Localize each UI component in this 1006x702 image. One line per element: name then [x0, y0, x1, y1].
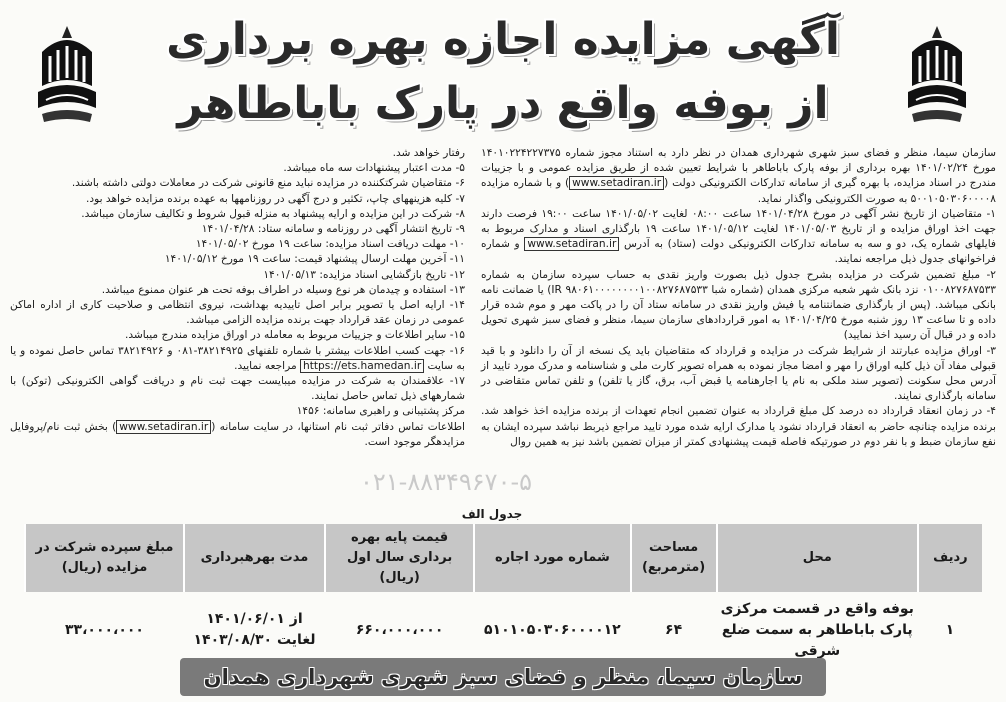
- item-9: ۹- تاریخ انتشار آگهی در روزنامه و سامانه ستاد: ۱۴۰۱/۰۴/۲۸: [201, 223, 465, 236]
- col-header-row-number: ردیف: [918, 524, 982, 592]
- item-3: ۳- اوراق مزایده عبارتند از شرایط شرکت در مزایده و قرارداد که متقاضیان باید یک نسخه از آن را دانلود و با قید قبولی مفاد آن ذیل کلیه اوراق را مهر و امضا مجاز نموده به همراه تصویر کارت ملی و شناسنامه و مدرک مورد تایید از آدرس محل سکونت (تصویر سند ملکی به نام یا اجارهنامه یا قبض آب، برق، گاز یا تلفن) و تلفن تماس متقاضی در سامانه بارگذاری نمایند.: [481, 344, 996, 403]
- hamedan-municipality-emblem-icon: [898, 22, 976, 130]
- title-line-2: از بوفه واقع در پارک باباطاهر: [177, 78, 829, 129]
- notice-title: [150, 8, 856, 136]
- item-13: ۱۳- استفاده و چیدمان هر نوع وسیله در اطراف بوفه تحت هر عنوان ممنوع میباشد.: [101, 283, 465, 296]
- item-11: ۱۱- آخرین مهلت ارسال پیشنهاد قیمت: ساعت ۱۹ مورخ ۱۴۰۱/۰۵/۱۲: [164, 253, 465, 266]
- col-header-period: مدت بهرهبرداری: [184, 524, 325, 592]
- cell-period: از ۱۴۰۱/۰۶/۰۱ لغایت ۱۴۰۳/۰۸/۳۰: [193, 611, 316, 648]
- cell-area: ۶۴: [665, 621, 683, 638]
- phone-watermark: ۰۲۱-۸۸۳۴۹۶۷۰-۵: [360, 468, 533, 496]
- col-header-location: محل: [717, 524, 918, 592]
- auction-table: [24, 524, 982, 668]
- col-header-area: مساحت (مترمربع): [631, 524, 717, 592]
- item-17: ۱۷- علاقمندان به شرکت در مزایده میبایست جهت ثبت نام و دریافت گواهی الکترونیکی (توکن) با شمارههای ذیل تماس حاصل نمایند.: [10, 375, 465, 403]
- notice-body: [10, 146, 996, 502]
- body-right-column: [481, 146, 996, 450]
- cell-deposit: ۳۳،۰۰۰،۰۰۰: [64, 621, 144, 638]
- setadiran-link[interactable]: www.setadiran.ir: [524, 237, 619, 251]
- col-header-deposit: مبلغ سپرده شرکت در مزایده (ریال): [25, 524, 184, 592]
- setadiran-link[interactable]: www.setadiran.ir: [116, 420, 211, 434]
- table-header-row: [25, 524, 982, 592]
- continuation-text: رفتار خواهد شد.: [392, 147, 465, 159]
- body-left-column: [10, 146, 465, 450]
- registration-info: اطلاعات تماس دفاتر ثبت نام استانها، در سایت سامانه (www.setadiran.ir) بخش ثبت نام/پروفایل مزایدهگر موجود است.: [10, 420, 465, 448]
- item-6: ۶- متقاضیان شرکتکننده در مزایده نباید منع قانونی شرکت در معاملات دولتی داشته باشند.: [71, 177, 465, 190]
- intro-paragraph: سازمان سیما، منظر و فضای سبز شهری شهرداری همدان در نظر دارد به استناد مجوز شماره ۱۴۰۱۰۲۲۴۲۲۷۳۷۵ مورخ ۱۴۰۱/۰۲/۲۴ بهره برداری از بوفه پارک باباطاهر با شرایط تعیین شده از طریق مزایده عمومی و با جزییات مندرج در اسناد مزایده، با بهره گیری از سامانه تدارکات الکترونیکی دولت (www.setadiran.ir) و با شماره مزایده ۵۰۰۱۰۵۰۳۰۶۰۰۰۰۸ به صورت الکترونیکی واگذار نماید.: [481, 147, 997, 205]
- table-row: [25, 592, 982, 668]
- footer-banner: [180, 658, 826, 696]
- support-center: مرکز پشتیبانی و راهبری سامانه: ۱۴۵۶: [296, 405, 465, 418]
- item-5: ۵- مدت اعتبار پیشنهادات سه ماه میباشد.: [283, 162, 465, 175]
- item-16: ۱۶- جهت کسب اطلاعات بیشتر با شماره تلفنهای ۳۸۲۱۴۹۲۵-۰۸۱ و ۳۸۲۱۴۹۲۶ تماس حاصل نموده و یا به سایت https://ets.hamedan.ir مراجعه نمایید.: [10, 344, 465, 372]
- item-1: ۱- متقاضیان از تاریخ نشر آگهی در مورخ ۱۴۰۱/۰۴/۲۸ ساعت ۰۸:۰۰ لغایت ۱۴۰۱/۰۵/۰۲ ساعت ۱۹:۰۰ فرصت دارند جهت اخذ اوراق مزایده و از تاریخ ۱۴۰۱/۰۵/۰۳ لغایت ۱۴۰۱/۰۵/۱۲ ساعت ۱۹ بارگذاری اسناد و مدارک مربوط به فایلهای شماره یک، دو و سه به سامانه تدارکات الکترونیکی دولت (ستاد) به آدرس www.setadiran.ir و شماره فراخوانهای جدول ذیل مراجعه نمایند.: [481, 207, 996, 266]
- item-8: ۸- شرکت در این مزایده و ارایه پیشنهاد به منزله قبول شروط و تکالیف سازمان میباشد.: [81, 207, 465, 220]
- cell-location: بوفه واقع در قسمت مرکزی پارک باباطاهر به سمت ضلع شرقی: [720, 600, 914, 659]
- cell-base-price: ۶۶۰،۰۰۰،۰۰۰: [355, 621, 444, 638]
- cell-lease-number: ۵۱۰۱۰۵۰۳۰۶۰۰۰۰۱۲: [483, 621, 621, 638]
- item-10: ۱۰- مهلت دریافت اسناد مزایده: ساعت ۱۹ مورخ ۱۴۰۱/۰۵/۰۲: [195, 238, 465, 251]
- item-7: ۷- کلیه هزینههای چاپ، تکثیر و درج آگهی در روزنامهها به عهده برنده مزایده خواهد بود.: [86, 192, 465, 205]
- item-2: ۲- مبلغ تضمین شرکت در مزایده بشرح جدول ذیل بصورت واریز نقدی به حساب سپرده سازمان به شماره ۰۱۰۰۸۲۷۶۸۷۵۳۳ نزد بانک شهر شعبه مرکزی همدان (شماره شبا IR ۹۸۰۶۱۰۰۰۰۰۰۰۰۱۰۰۸۲۷۶۸۷۵۳۳) یا ضمانت نامه بانکی میباشد. (پس از بارگذاری ضمانتنامه یا فیش واریز نقدی در سامانه ستاد آن را در پاکت مهر و موم شده قرار داده و تا ساعت ۱۳ روز شنبه مورخ ۱۴۰۱/۰۴/۲۵ به امور قراردادهای سازمان سیما، منظر و فضای سبز شهری تحویل داده و در قبال آن رسید اخذ نمایید): [481, 268, 997, 342]
- item-14: ۱۴- ارایه اصل یا تصویر برابر اصل تاییدیه بهداشت، نیروی انتظامی و صلاحیت کاری از اداره اماکن عمومی در زمان عقد قرارداد جهت برنده مزایده الزامی میباشد.: [10, 299, 465, 327]
- hamedan-municipality-emblem-icon: [28, 22, 106, 130]
- table-caption: جدول الف: [461, 507, 523, 521]
- cell-row-number: ۱: [945, 621, 955, 638]
- col-header-lease-number: شماره مورد اجاره: [474, 524, 630, 592]
- item-15: ۱۵- سایر اطلاعات و جزییات مربوط به معامله در اوراق مزایده مندرج میباشد.: [124, 329, 465, 342]
- ets-hamedan-link[interactable]: https://ets.hamedan.ir: [300, 359, 424, 373]
- item-12: ۱۲- تاریخ بازگشایی اسناد مزایده: ۱۴۰۱/۰۵/۱۳: [263, 268, 465, 281]
- footer-org-name: سازمان سیما، منظر و فضای سبز شهری شهرداری همدان: [203, 665, 803, 689]
- title-line-1: آگهی مزایده اجازه بهره برداری: [166, 14, 840, 65]
- col-header-base-price: قیمت پایه بهره برداری سال اول (ریال): [325, 524, 474, 592]
- item-4: ۴- در زمان انعقاد قرارداد ده درصد کل مبلغ قرارداد به عنوان تضمین انجام تعهدات از برنده مزایده اخذ خواهد شد. برنده مزایده چنانچه حاضر به انعقاد قرارداد نشود یا مدارک ارایه شده مورد تایید مراجع ذیربط نباشد سپرده ایشان به نفع سازمان ضبط و با نفر دوم در صورتیکه فاصله قیمت پیشنهادی کمتر از میزان تضمین باشد نیز به همین روال: [481, 405, 996, 448]
- setadiran-link[interactable]: www.setadiran.ir: [569, 176, 664, 190]
